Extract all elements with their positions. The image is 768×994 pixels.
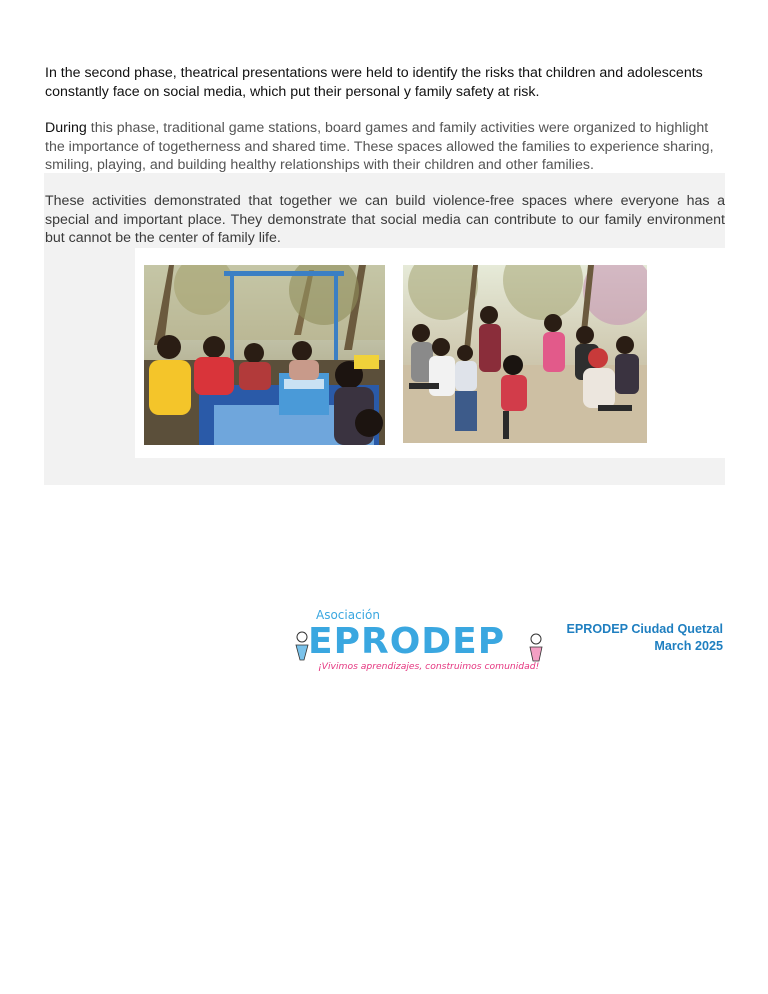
- footer-credit: [566, 621, 723, 654]
- paragraph-second-phase: In the second phase, theatrical presentations were held to identify the risks that children and adolescents constantly face on social media, which put their personal y family safety at risk.: [45, 65, 703, 100]
- svg-text:¡Vivimos aprendizajes, constru: ¡Vivimos aprendizajes, construimos comunidad!: [318, 661, 540, 672]
- svg-text:EPRODEP: EPRODEP: [308, 621, 506, 662]
- paragraph-game-stations: [45, 119, 725, 175]
- paragraph-body-text: this phase, traditional game stations, board games and family activities were organized to highlight the importance of togetherness and shared time. These spaces allowed the families to experience sharing, smiling, playing, and building healthy relationships with their children and other families.: [45, 120, 714, 173]
- footer-organization: EPRODEP Ciudad Quetzal: [566, 622, 723, 636]
- photo-family-activity: [403, 265, 647, 443]
- svg-text:Asociación: Asociación: [316, 608, 380, 622]
- footer-date: March 2025: [654, 638, 723, 653]
- photo-board-games: [144, 265, 385, 445]
- eprodep-logo: [292, 605, 544, 675]
- paragraph-lead-word: During: [45, 120, 87, 136]
- paragraph-activities-conclusion: These activities demonstrated that together we can build violence-free spaces where everyone has a special and important place. They demonstrate that social media can contribute to our family environment but cannot be the center of family life.: [45, 193, 725, 246]
